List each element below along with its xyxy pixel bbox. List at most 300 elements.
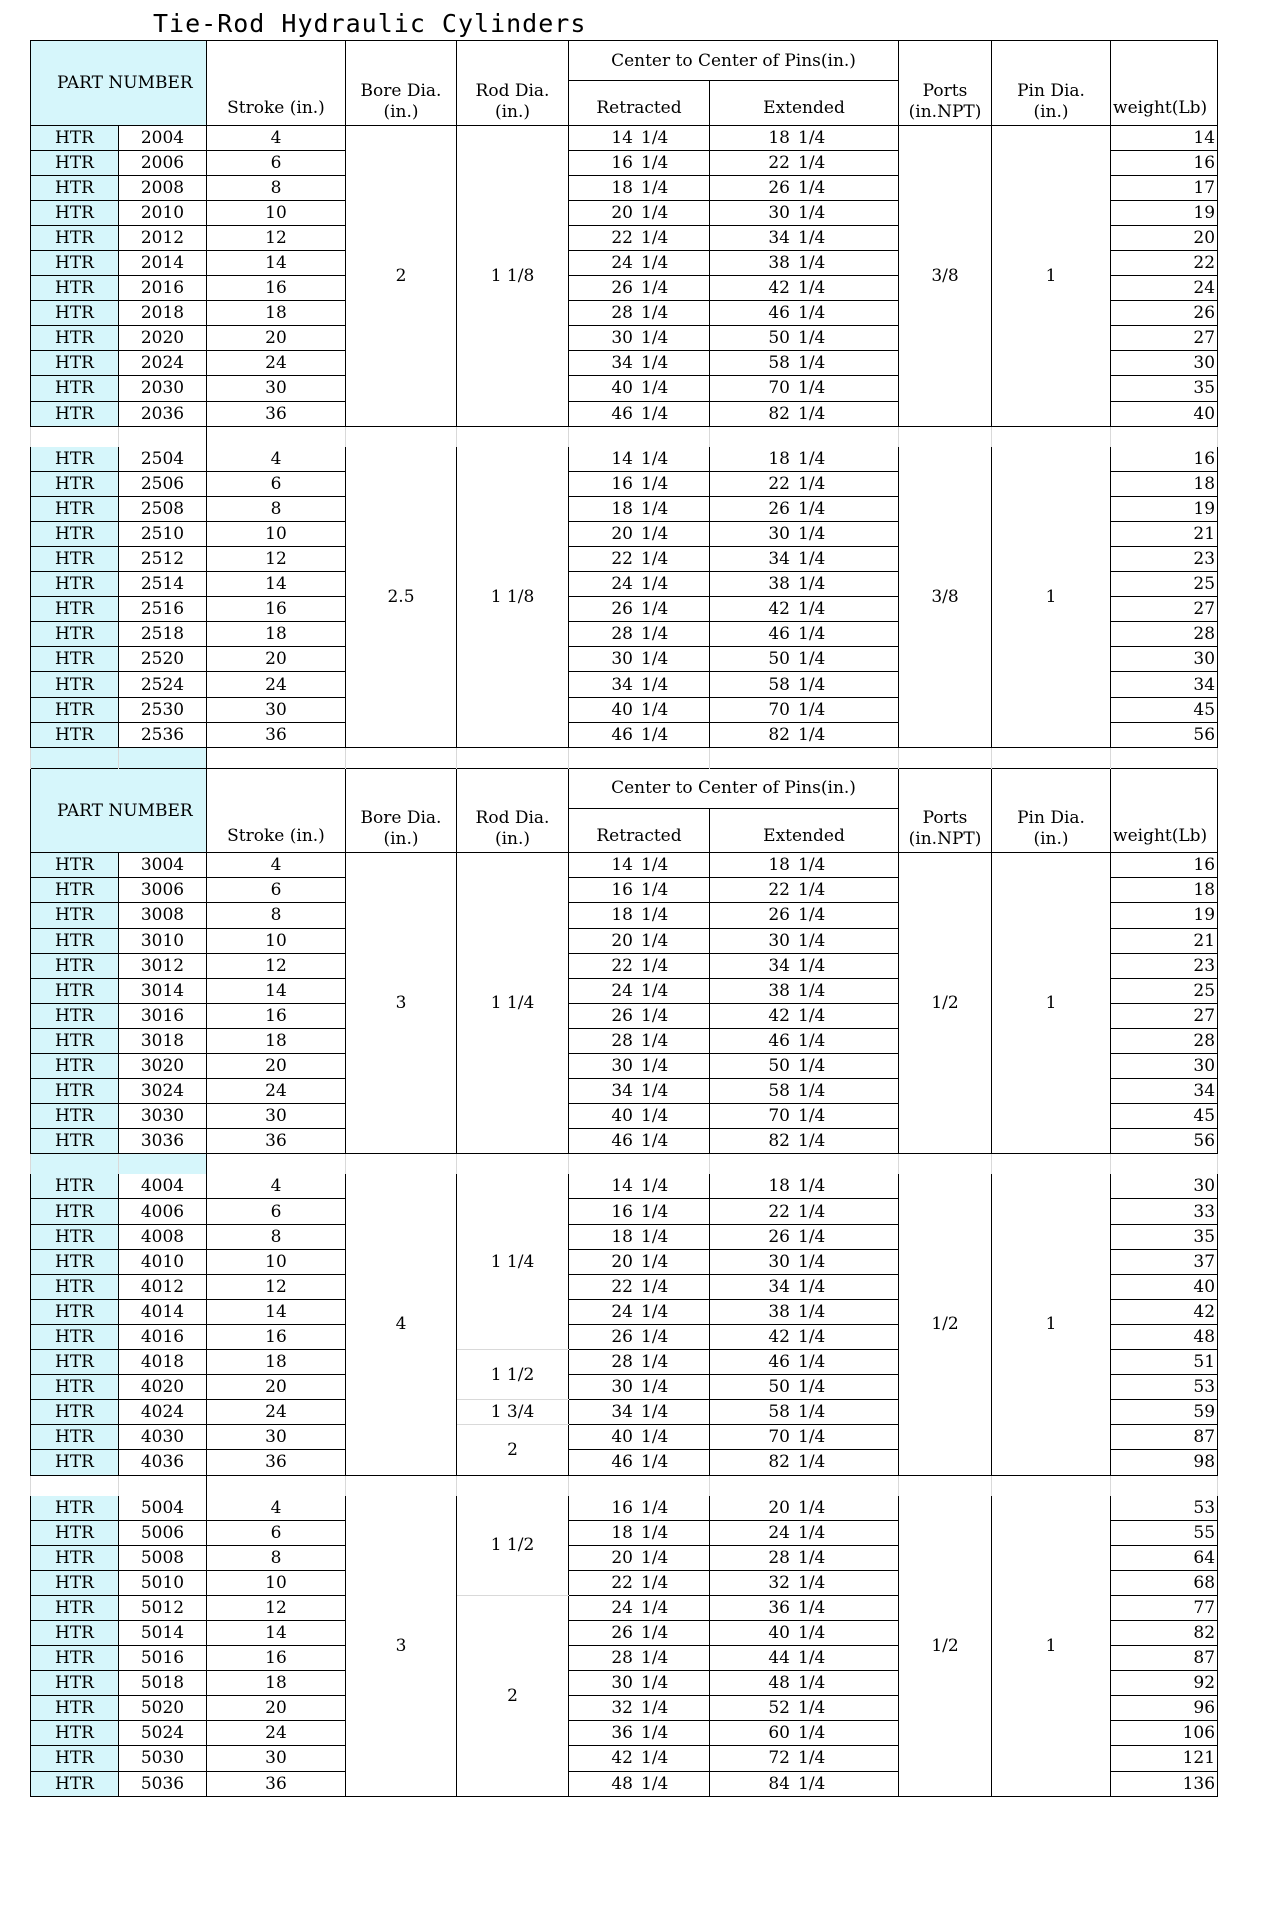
part-number: 5012 [119,1595,207,1620]
part-prefix: HTR [31,125,119,150]
rod-diameter: 1 3/4 [457,1400,569,1425]
stroke-value: 16 [207,1003,346,1028]
part-prefix: HTR [31,928,119,953]
extended-length [710,447,899,472]
extended-length [710,326,899,351]
extended-whole: 38 [768,980,790,1001]
extended-whole: 82 [768,1452,790,1473]
part-number: 2006 [119,150,207,175]
part-number: 2020 [119,326,207,351]
stroke-value: 12 [207,953,346,978]
extended-fraction: 1/4 [798,674,826,695]
gap-cell [457,426,569,447]
weight-value: 26 [1111,301,1218,326]
part-number: 2520 [119,647,207,672]
gap-cell [346,426,457,447]
part-prefix: HTR [31,978,119,1003]
retracted-whole: 22 [611,1572,633,1593]
retracted-whole: 30 [611,1377,633,1398]
weight-value: 96 [1111,1696,1218,1721]
gap-cell [346,1475,457,1496]
table-row [31,853,1218,878]
extended-fraction: 1/4 [798,549,826,570]
table-row [31,1496,1218,1521]
retracted-whole: 24 [611,574,633,595]
retracted-whole: 24 [611,1301,633,1322]
extended-length [710,1028,899,1053]
extended-length [710,853,899,878]
part-prefix: HTR [31,1570,119,1595]
extended-whole: 22 [768,1201,790,1222]
port-size: 3/8 [899,447,992,748]
part-prefix: HTR [31,376,119,401]
retracted-length [569,1771,710,1796]
retracted-whole: 32 [611,1698,633,1719]
retracted-length [569,200,710,225]
stroke-value: 8 [207,496,346,521]
part-number: 5010 [119,1570,207,1595]
retracted-whole: 28 [611,1648,633,1669]
part-number: 4016 [119,1324,207,1349]
extended-whole: 38 [768,1301,790,1322]
extended-length [710,1696,899,1721]
retracted-whole: 26 [611,1005,633,1026]
retracted-whole: 14 [611,1176,633,1197]
weight-value: 64 [1111,1545,1218,1570]
retracted-length [569,1400,710,1425]
bore-header: Bore Dia. (in.) [346,81,457,126]
extended-whole: 18 [768,855,790,876]
extended-whole: 26 [768,1226,790,1247]
retracted-fraction: 1/4 [641,1452,669,1473]
part-number: 4030 [119,1425,207,1450]
part-prefix: HTR [31,1350,119,1375]
weight-value: 16 [1111,150,1218,175]
gap-cell [119,426,207,447]
part-number: 2004 [119,125,207,150]
retracted-length [569,572,710,597]
part-number: 2014 [119,250,207,275]
stroke-value: 6 [207,1520,346,1545]
retracted-fraction: 1/4 [641,1547,669,1568]
weight-value: 35 [1111,376,1218,401]
extended-fraction: 1/4 [798,498,826,519]
gap-cell [31,426,119,447]
stroke-value: 24 [207,1400,346,1425]
pin-diameter: 1 [992,447,1111,748]
stroke-value: 36 [207,722,346,747]
part-number: 2018 [119,301,207,326]
extended-length [710,1746,899,1771]
extended-whole: 34 [768,955,790,976]
part-number: 2036 [119,401,207,426]
part-prefix: HTR [31,301,119,326]
extended-whole: 44 [768,1648,790,1669]
port-size: 1/2 [899,1174,992,1475]
weight-value: 25 [1111,978,1218,1003]
retracted-length [569,1450,710,1475]
weight-header: weight(Lb) [1111,808,1218,853]
retracted-length [569,1199,710,1224]
part-prefix: HTR [31,447,119,472]
part-number: 5036 [119,1771,207,1796]
retracted-length [569,1054,710,1079]
retracted-whole: 34 [611,674,633,695]
retracted-whole: 28 [611,1352,633,1373]
retracted-fraction: 1/4 [641,403,669,424]
extended-fraction: 1/4 [798,473,826,494]
extended-whole: 70 [768,699,790,720]
extended-fraction: 1/4 [798,1106,826,1127]
extended-length [710,496,899,521]
retracted-whole: 26 [611,599,633,620]
retracted-fraction: 1/4 [641,599,669,620]
retracted-length [569,521,710,546]
weight-value: 27 [1111,597,1218,622]
extended-fraction: 1/4 [798,353,826,374]
retracted-whole: 28 [611,1030,633,1051]
part-number: 4004 [119,1174,207,1199]
extended-length [710,351,899,376]
retracted-fraction: 1/4 [641,1773,669,1794]
retracted-length [569,1570,710,1595]
part-number: 2506 [119,471,207,496]
extended-length [710,276,899,301]
extended-whole: 58 [768,1402,790,1423]
extended-length [710,521,899,546]
weight-value: 19 [1111,496,1218,521]
extended-whole: 58 [768,353,790,374]
extended-whole: 84 [768,1773,790,1794]
extended-fraction: 1/4 [798,127,826,148]
part-prefix: HTR [31,1028,119,1053]
extended-fraction: 1/4 [798,649,826,670]
extended-whole: 70 [768,378,790,399]
retracted-whole: 18 [611,1522,633,1543]
part-prefix: HTR [31,1129,119,1154]
stroke-value: 24 [207,1079,346,1104]
stroke-value: 6 [207,150,346,175]
weight-value: 45 [1111,697,1218,722]
retracted-whole: 46 [611,403,633,424]
extended-length [710,1570,899,1595]
extended-fraction: 1/4 [798,1748,826,1769]
weight-value: 21 [1111,521,1218,546]
weight-value: 30 [1111,351,1218,376]
part-number: 2514 [119,572,207,597]
extended-length [710,125,899,150]
sheet-title: Tie-Rod Hydraulic Cylinders [153,9,587,38]
extended-length [710,1450,899,1475]
extended-fraction: 1/4 [798,1497,826,1518]
extended-length [710,376,899,401]
retracted-whole: 30 [611,649,633,670]
part-number: 5030 [119,1746,207,1771]
weight-value: 40 [1111,401,1218,426]
weight-value: 87 [1111,1425,1218,1450]
center-to-center-header: Center to Center of Pins(in.) [569,768,899,808]
retracted-whole: 24 [611,1597,633,1618]
weight-value: 136 [1111,1771,1218,1796]
extended-fraction: 1/4 [798,1623,826,1644]
weight-value: 19 [1111,903,1218,928]
extended-fraction: 1/4 [798,1572,826,1593]
bore-header: Bore Dia. (in.) [346,808,457,853]
weight-value: 121 [1111,1746,1218,1771]
extended-fraction: 1/4 [798,1522,826,1543]
stroke-value: 14 [207,1299,346,1324]
weight-value: 17 [1111,175,1218,200]
retracted-fraction: 1/4 [641,1301,669,1322]
retracted-length [569,1249,710,1274]
extended-whole: 70 [768,1106,790,1127]
gap-cell [1111,747,1218,768]
part-number: 2012 [119,225,207,250]
rod-diameter: 1 1/2 [457,1496,569,1596]
extended-length [710,1199,899,1224]
retracted-length [569,547,710,572]
extended-fraction: 1/4 [798,1427,826,1448]
retracted-fraction: 1/4 [641,1522,669,1543]
rod-diameter: 1 1/8 [457,447,569,748]
stroke-value: 18 [207,622,346,647]
header-blank [992,41,1111,81]
extended-whole: 30 [768,523,790,544]
part-prefix: HTR [31,1324,119,1349]
gap-cell [346,747,457,768]
retracted-length [569,1350,710,1375]
retracted-fraction: 1/4 [641,473,669,494]
retracted-whole: 24 [611,980,633,1001]
extended-whole: 42 [768,1005,790,1026]
retracted-whole: 26 [611,1623,633,1644]
extended-whole: 50 [768,328,790,349]
extended-fraction: 1/4 [798,1648,826,1669]
extended-length [710,250,899,275]
part-number: 3036 [119,1129,207,1154]
part-prefix: HTR [31,903,119,928]
part-number: 3008 [119,903,207,928]
stroke-value: 36 [207,1450,346,1475]
stroke-value: 18 [207,301,346,326]
retracted-fraction: 1/4 [641,855,669,876]
weight-value: 30 [1111,1054,1218,1079]
stroke-header: Stroke (in.) [207,81,346,126]
part-prefix: HTR [31,1671,119,1696]
extended-whole: 58 [768,674,790,695]
stroke-value: 8 [207,175,346,200]
extended-whole: 34 [768,1276,790,1297]
extended-fraction: 1/4 [798,253,826,274]
header-blank [899,768,992,808]
retracted-length [569,1595,710,1620]
header-blank [457,41,569,81]
gap-cell [31,1475,119,1496]
header-blank [457,768,569,808]
retracted-fraction: 1/4 [641,1005,669,1026]
retracted-length [569,1104,710,1129]
extended-whole: 52 [768,1698,790,1719]
extended-fraction: 1/4 [798,905,826,926]
extended-fraction: 1/4 [798,1352,826,1373]
extended-whole: 18 [768,127,790,148]
header-blank [207,41,346,81]
stroke-value: 20 [207,647,346,672]
extended-whole: 42 [768,1326,790,1347]
retracted-fraction: 1/4 [641,724,669,745]
retracted-fraction: 1/4 [641,1748,669,1769]
retracted-fraction: 1/4 [641,1226,669,1247]
part-prefix: HTR [31,1746,119,1771]
pin-header: Pin Dia. (in.) [992,808,1111,853]
extended-whole: 60 [768,1723,790,1744]
gap-cell [207,1154,346,1175]
part-prefix: HTR [31,471,119,496]
weight-header: weight(Lb) [1111,81,1218,126]
gap-cell [992,426,1111,447]
retracted-fraction: 1/4 [641,549,669,570]
part-prefix: HTR [31,200,119,225]
extended-whole: 46 [768,1030,790,1051]
part-number: 2016 [119,276,207,301]
header-blank [992,768,1111,808]
part-number: 4006 [119,1199,207,1224]
extended-length [710,401,899,426]
stroke-value: 12 [207,1595,346,1620]
rod-diameter: 1 1/2 [457,1350,569,1400]
rod-diameter: 1 1/8 [457,125,569,426]
stroke-value: 16 [207,1646,346,1671]
extended-fraction: 1/4 [798,403,826,424]
extended-fraction: 1/4 [798,1030,826,1051]
retracted-whole: 28 [611,624,633,645]
retracted-fraction: 1/4 [641,1352,669,1373]
header-blank [1111,768,1218,808]
extended-whole: 50 [768,1377,790,1398]
part-prefix: HTR [31,1400,119,1425]
part-number: 4020 [119,1375,207,1400]
extended-whole: 46 [768,1352,790,1373]
part-number: 4018 [119,1350,207,1375]
extended-whole: 38 [768,253,790,274]
retracted-fraction: 1/4 [641,1081,669,1102]
extended-whole: 30 [768,930,790,951]
stroke-value: 6 [207,471,346,496]
rod-diameter: 1 1/4 [457,853,569,1154]
retracted-whole: 14 [611,127,633,148]
retracted-length [569,401,710,426]
retracted-whole: 24 [611,253,633,274]
header-blank [899,41,992,81]
weight-value: 30 [1111,1174,1218,1199]
port-size: 1/2 [899,1496,992,1797]
weight-value: 25 [1111,572,1218,597]
extended-length [710,1249,899,1274]
extended-whole: 42 [768,599,790,620]
retracted-fraction: 1/4 [641,127,669,148]
stroke-value: 16 [207,597,346,622]
part-prefix: HTR [31,1771,119,1796]
part-number: 2516 [119,597,207,622]
part-number: 3012 [119,953,207,978]
extended-fraction: 1/4 [798,1081,826,1102]
weight-value: 28 [1111,1028,1218,1053]
retracted-fraction: 1/4 [641,227,669,248]
part-number: 4012 [119,1274,207,1299]
rod-diameter: 2 [457,1595,569,1796]
stroke-value: 10 [207,200,346,225]
retracted-length [569,1174,710,1199]
retracted-fraction: 1/4 [641,1131,669,1152]
extended-fraction: 1/4 [798,227,826,248]
extended-whole: 50 [768,649,790,670]
retracted-length [569,125,710,150]
extended-fraction: 1/4 [798,955,826,976]
retracted-length [569,1079,710,1104]
retracted-whole: 42 [611,1748,633,1769]
extended-length [710,722,899,747]
extended-fraction: 1/4 [798,724,826,745]
retracted-length [569,1425,710,1450]
retracted-fraction: 1/4 [641,1597,669,1618]
retracted-whole: 16 [611,1201,633,1222]
retracted-length [569,1746,710,1771]
part-number: 2030 [119,376,207,401]
retracted-whole: 48 [611,1773,633,1794]
part-prefix: HTR [31,722,119,747]
extended-whole: 70 [768,1427,790,1448]
retracted-whole: 18 [611,1226,633,1247]
stroke-value: 8 [207,903,346,928]
rod-diameter: 1 1/4 [457,1174,569,1349]
extended-whole: 22 [768,880,790,901]
stroke-value: 20 [207,1375,346,1400]
weight-value: 18 [1111,878,1218,903]
extended-length [710,572,899,597]
part-prefix: HTR [31,572,119,597]
part-number: 3016 [119,1003,207,1028]
table-row [31,447,1218,472]
part-number-header: PART NUMBER [31,41,207,126]
retracted-fraction: 1/4 [641,1251,669,1272]
extended-whole: 46 [768,624,790,645]
retracted-length [569,447,710,472]
extended-fraction: 1/4 [798,1673,826,1694]
retracted-length [569,647,710,672]
gap-cell [899,1475,992,1496]
retracted-length [569,697,710,722]
weight-value: 92 [1111,1671,1218,1696]
extended-fraction: 1/4 [798,1176,826,1197]
retracted-whole: 18 [611,498,633,519]
retracted-fraction: 1/4 [641,905,669,926]
retracted-length [569,376,710,401]
weight-value: 22 [1111,250,1218,275]
retracted-fraction: 1/4 [641,1276,669,1297]
part-number: 5008 [119,1545,207,1570]
part-prefix: HTR [31,1595,119,1620]
extended-length [710,1129,899,1154]
gap-cell [710,1154,899,1175]
extended-length [710,903,899,928]
extended-whole: 26 [768,177,790,198]
part-number: 2536 [119,722,207,747]
stroke-value: 4 [207,853,346,878]
part-prefix: HTR [31,597,119,622]
retracted-length [569,1324,710,1349]
extended-length [710,471,899,496]
gap-cell [710,747,899,768]
